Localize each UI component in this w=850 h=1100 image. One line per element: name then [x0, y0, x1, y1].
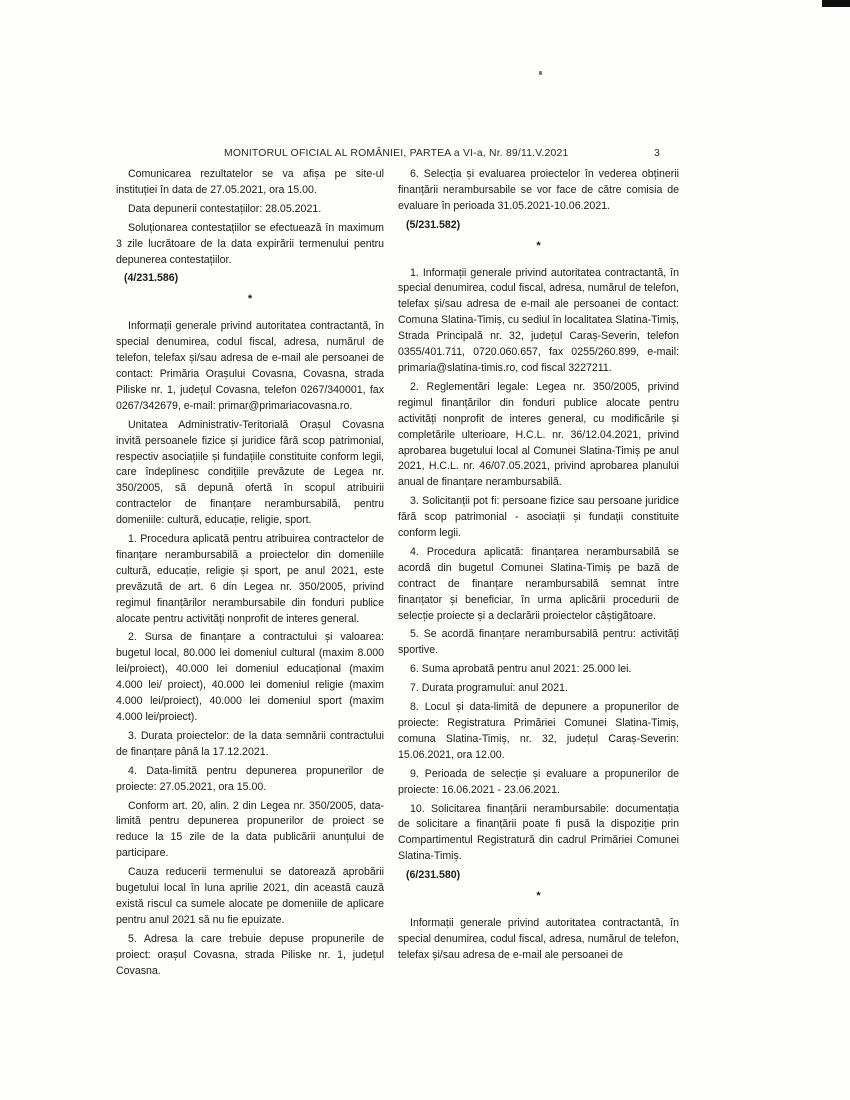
- right-column: [398, 167, 679, 967]
- paragraph: Cauza reducerii termenului se datorează aprobării bugetului local în luna aprilie 2021, din această cauză există riscul ca sumele alocate pe domeniile de aplicare pentru anul 2021 să nu fie epuizate.: [116, 866, 384, 926]
- section-separator: *: [536, 890, 541, 903]
- paragraph: Informații generale privind autoritatea contractantă, în special denumirea, codul fiscal, adresa, numărul de telefon, telefax și/sau adresa de e-mail ale persoanei de contact: Primăria Orașului Covasna, Covasna, strada Piliske nr. 1, județul Covasna, telefon 0267/340001, fax 0267/342679, e-mail: primar@primariacovasna.ro.: [116, 320, 384, 412]
- paragraph: Conform art. 20, alin. 2 din Legea nr. 350/2005, data-limită pentru depunerea propunerilor de proiect se reduce la 15 zile de la data publicării anunțului de participare.: [116, 799, 384, 860]
- paragraph: Comunicarea rezultatelor se va afișa pe site-ul instituției în data de 27.05.2021, ora 15.00.: [116, 168, 384, 196]
- paragraph: 3. Solicitanții pot fi: persoane fizice sau persoane juridice fără scop patrimonial - asociații și fundații constituite conform legii.: [398, 495, 679, 540]
- announcement-reference: (4/231.586): [124, 272, 179, 285]
- paragraph: 6. Selecția și evaluarea proiectelor în vederea obținerii finanțării nerambursabile se vor face de către comisia de evaluare în perioada 31.05.2021-10.06.2021.: [398, 168, 679, 212]
- paragraph: Informații generale privind autoritatea contractantă, în special denumirea, codul fiscal, adresa, numărul de telefon, telefax și/sau adresa de e-mail ale persoanei de: [398, 916, 679, 961]
- paragraph: Soluționarea contestațiilor se efectuează în maximum 3 zile lucrătoare de la data expirării termenului pentru depunerea contestațiilor.: [116, 221, 384, 266]
- scan-corner-mark: [822, 0, 850, 7]
- page-number: 3: [654, 148, 660, 159]
- paragraph: 1. Procedura aplicată pentru atribuirea contractelor de finanțare nerambursabilă a proiectelor din domeniile cultură, educație, religie și sport, pe anul 2021, este prevăzută de art. 6 din Legea nr. 350/2005, privind regimul finanțărilor nerambursabile din fonduri publice alocate pentru activități nonprofit de interes general.: [116, 533, 384, 625]
- announcement-reference: (5/231.582): [406, 218, 461, 231]
- paragraph: 3. Durata proiectelor: de la data semnării contractului de finanțare până la 17.12.2021.: [116, 729, 384, 758]
- publication-title: MONITORUL OFICIAL AL ROMÂNIEI, PARTEA a VI-a, Nr. 89/11.V.2021: [224, 148, 569, 159]
- left-column: [116, 167, 384, 983]
- paragraph: 6. Suma aprobată pentru anul 2021: 25.000 lei.: [410, 663, 632, 676]
- scan-speck: [539, 71, 542, 75]
- section-separator: *: [247, 293, 253, 306]
- announcement-reference: (6/231.580): [406, 869, 461, 882]
- paragraph: 5. Adresa la care trebuie depuse propunerile de proiect: orașul Covasna, strada Piliske nr. 1, județul Covasna.: [116, 932, 384, 977]
- paragraph: 4. Procedura aplicată: finanțarea nerambursabilă se acordă din bugetul Comunei Slatina-Timiș pe bază de contract de finanțare nerambursabilă semnat între finanțator și beneficiar, în urma aplicării procedurii de selecție proiecte și a declarării proiectelor câștigătoare.: [398, 545, 679, 622]
- paragraph: Unitatea Administrativ-Teritorială Orașul Covasna invită persoanele fizice și juridice fără scop patrimonial, respectiv asociațiile și fundațiile constituite conform legii, care îndeplinesc condițiile prevăzute de Legea nr. 350/2005, să depună ofertă în scopul atribuirii contractelor de finanțare nerambursabilă, pentru domeniile: cultură, educație, religie, sport.: [116, 418, 384, 527]
- paragraph: 1. Informații generale privind autoritatea contractantă, în special denumirea, codul fiscal, adresa, numărul de telefon, telefax și/sau adresa de e-mail ale persoanei de contact: Comuna Slatina-Timiș, cu sediul în localitatea Slatina-Timiș, Strada Principală nr. 32, județul Caraș-Severin, telefon 0355/401.711, 0720.060.657, fax 0255/260.899, e-mail: primaria@slatina-timis.ro, cod fiscal 3227211.: [398, 266, 679, 374]
- paragraph: 9. Perioada de selecție și evaluare a propunerilor de proiecte: 16.06.2021 - 23.06.2021.: [398, 767, 679, 796]
- section-separator: *: [536, 239, 541, 252]
- paragraph: 5. Se acordă finanțare nerambursabilă pentru: activități sportive.: [398, 628, 679, 657]
- paragraph: 8. Locul și data-limită de depunere a propunerilor de proiecte: Registratura Primăriei Comunei Slatina-Timiș, comuna Slatina-Timiș, nr. 32, județul Caraș-Severin: 15.06.2021, ora 12.00.: [398, 701, 679, 761]
- paragraph: Data depunerii contestațiilor: 28.05.2021.: [128, 202, 322, 215]
- paragraph: 7. Durata programului: anul 2021.: [410, 682, 568, 695]
- paragraph: 2. Sursa de finanțare a contractului și valoarea: bugetul local, 80.000 lei domeniul cultural (maxim 8.000 lei/proiect), 40.000 lei domeniul educațional (maxim 4.000 lei/ proiect), 40.000 lei domeniul religie (maxim 4.000 lei/proiect), 40.000 lei domeniul sport (maxim 4.000 lei/proiect).: [116, 631, 384, 723]
- paragraph: 2. Reglementări legale: Legea nr. 350/2005, privind regimul finanțărilor din fonduri publice alocate pentru activități nonprofit de interes general, cu modificările și completările ulterioare, H.C.L. nr. 36/12.04.2021, privind aprobarea bugetului local al Comunei Slatina-Timiș pe anul 2021, H.C.L. nr. 46/07.05.2021, privind aprobarea planului anual de finanțare nerambursabilă.: [398, 380, 679, 489]
- paragraph: 4. Data-limită pentru depunerea propunerilor de proiecte: 27.05.2021, ora 15.00.: [116, 764, 384, 793]
- paragraph: 10. Solicitarea finanțării nerambursabile: documentația de solicitare a finanțării poate fi pusă la dispoziție prin Compartimentul Registratură din cadrul Primăriei Comunei Slatina-Timiș.: [398, 802, 679, 863]
